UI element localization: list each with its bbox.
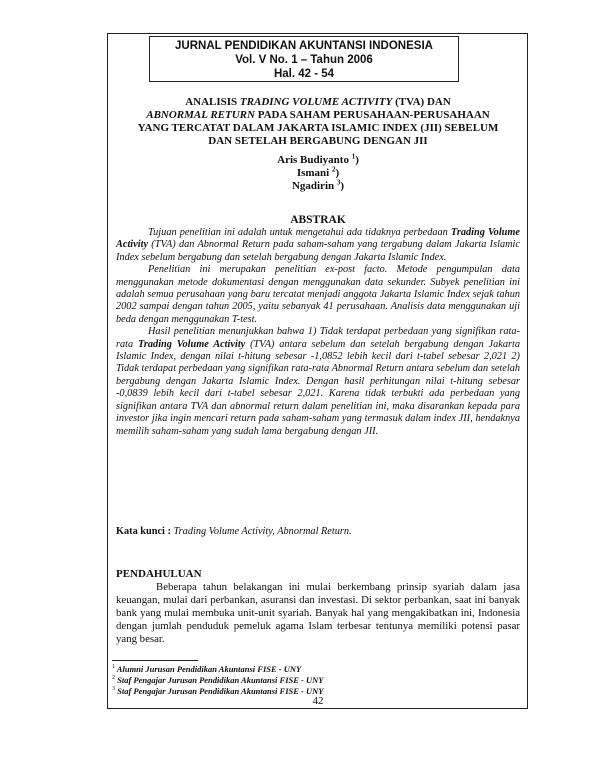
title-text: PADA SAHAM PERUSAHAAN-PERUSAHAAN: [254, 109, 490, 121]
journal-pages: Hal. 42 - 54: [273, 68, 335, 80]
abstract-heading: ABSTRAK: [290, 214, 346, 226]
journal-volume: Vol. V No. 1 – Tahun 2006: [235, 54, 373, 66]
title-text-italic: ABNORMAL RETURN: [146, 109, 255, 121]
title-text: (TVA) DAN: [392, 96, 451, 108]
footnote: $^2$ Staf Pengajar Jurusan Pendidikan Akuntansi FISE - UNY: [112, 674, 324, 685]
author: Ismani $^2$): [296, 165, 340, 179]
page-number: 42: [312, 695, 324, 707]
journal-name: JURNAL PENDIDIKAN AKUNTANSI INDONESIA: [175, 40, 433, 52]
footnote: $^3$ Staf Pengajar Jurusan Pendidikan Akuntansi FISE - UNY: [112, 685, 324, 696]
footnote-rule: [112, 660, 198, 661]
title-line: YANG TERCATAT DALAM JAKARTA ISLAMIC INDEX (JII) SEBELUM: [137, 122, 499, 134]
journal-header-box: [149, 36, 459, 82]
abstract-body: [116, 227, 520, 438]
author: Aris Budiyanto $^1$): [277, 152, 359, 166]
abstract-paragraph: Penelitian ini merupakan penelitian ex-post facto. Metode pengumpulan data menggunakan metode dokumentasi dengan menggunakan data sekunder. Subyek penelitian ini adalah semua perusahaan yang baru tercatat menjadi anggota Jakarta Islamic Index sejak tahun 2002 sampai dengan tahun 2005, yaitu sebanyak 41 perusahaan. Analisis data menggunakan uji beda dengan menggunakan T-test.: [116, 264, 520, 325]
paper-title: [112, 96, 524, 148]
intro-paragraph: Beberapa tahun belakangan ini mulai berkembang prinsip syariah dalam jasa keuangan, mulai dari perbankan, asuransi dan investasi. Di sektor perbankan, saat ini banyak bank yang mulai membuka unit-unit syariah. Banyak hal yang mengakibatkan ini, Indonesia dengan jumlah penduduk pemeluk agama Islam terbesar tentunya memiliki potensi pasar yang besar.: [116, 581, 520, 645]
abstract-paragraph: Tujuan penelitian ini adalah untuk mengetahui ada tidaknya perbedaan Trading Volume Activity (TVA) dan Abnormal Return pada saham-saham yang tergabung dalam Jakarta Islamic Index sebelum bergabung dan setelah bergabung dengan Jakarta Islamic Index.: [116, 227, 520, 263]
title-text-italic: TRADING VOLUME ACTIVITY: [239, 96, 393, 108]
intro-body: [116, 581, 520, 646]
author: Ngadirin $^3$): [291, 178, 345, 192]
keywords: Kata kunci : Trading Volume Activity, Abnormal Return.: [116, 526, 352, 537]
author-list: [112, 154, 524, 193]
title-line: DAN SETELAH BERGABUNG DENGAN JII: [208, 135, 428, 147]
title-text: ANALISIS: [185, 96, 240, 108]
section-heading: PENDAHULUAN: [116, 568, 202, 580]
footnote: $^1$ Alumni Jurusan Pendidikan Akuntansi FISE - UNY: [112, 663, 302, 674]
abstract-paragraph: Hasil penelitian menunjukkan bahwa 1) Tidak terdapat perbedaan yang signifikan rata-rata Trading Volume Activity (TVA) antara sebelum dan setelah bergabung dengan Jakarta Islamic Index, dengan nilai t-hitung sebesar -1,0852 lebih kecil dari t-tabel sebesar 2,021 2) Tidak terdapat perbedaan yang signifikan rata-rata Abnormal Return antara sebelum dan setelah bergabung dengan Jakarta Islamic Index. Dengan hasil perhitungan nilai t-hitung sebesar -0,0839 lebih kecil dari t-tabel sebesar 2,021. Karena tidak terbukti ada perbedaan yang signifikan antara TVA dan abnormal return dalam penelitian ini, maka disarankan kepada para investor jika ingin mencari return pada saham-saham yang termasuk dalam index JII, hendaknya memilih saham-saham yang sudah lama bergabung dengan JII.: [116, 326, 520, 437]
